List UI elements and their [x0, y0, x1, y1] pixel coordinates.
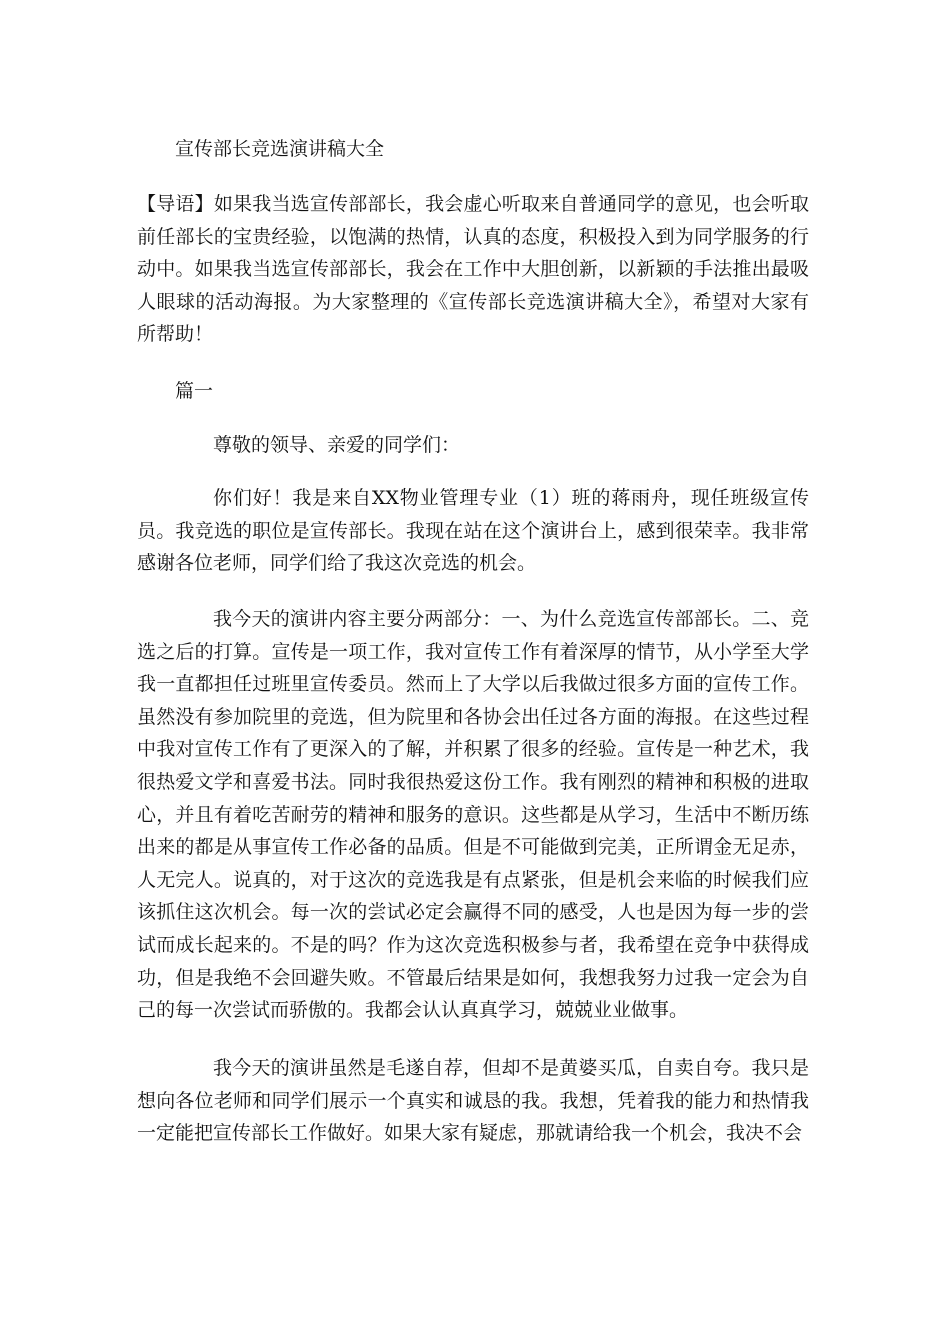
body-paragraph: 你们好！我是来自XX物业管理专业（1）班的蒋雨舟，现任班级宣传员。我竞选的职位是宣传部长。我现在站在这个演讲台上，感到很荣幸。我非常感谢各位老师，同学们给了我这次竞选的机会。 — [137, 487, 809, 575]
body-paragraph: 我今天的演讲内容主要分两部分：一、为什么竞选宣传部部长。二、竞选之后的打算。宣传是一项工作，我对宣传工作有着深厚的情节，从小学至大学我一直都担任过班里宣传委员。然而上了大学以后我做过很多方面的宣传工作。虽然没有参加院里的竞选，但为院里和各协会出任过各方面的海报。在这些过程中我对宣传工作有了更深入的了解，并积累了很多的经验。宣传是一种艺术，我很热爱文学和喜爱书法。同时我很热爱这份工作。我有刚烈的精神和积极的进取心，并且有着吃苦耐劳的精神和服务的意识。这些都是从学习，生活中不断历练出来的都是从事宣传工作必备的品质。但是不可能做到完美，正所谓金无足赤，人无完人。说真的，对于这次的竞选我是有点紧张，但是机会来临的时候我们应该抓住这次机会。每一次的尝试必定会赢得不同的感受，人也是因为每一步的尝试而成长起来的。不是的吗？作为这次竞选积极参与者，我希望在竞争中获得成功，但是我绝不会回避失败。不管最后结果是如何，我想我努力过我一定会为自己的每一次尝试而骄傲的。我都会认认真真学习，兢兢业业做事。 — [137, 608, 809, 1022]
document-title: 宣传部长竞选演讲稿大全 — [175, 138, 385, 160]
section-heading: 篇一 — [175, 380, 214, 402]
body-paragraph: 我今天的演讲虽然是毛遂自荐，但却不是黄婆买瓜，自卖自夸。我只是想向各位老师和同学们展示一个真实和诚恳的我。我想，凭着我的能力和热情我一定能把宣传部长工作做好。如果大家有疑虑，那就请给我一个机会，我决不会 — [137, 1057, 809, 1145]
salutation: 尊敬的领导、亲爱的同学们： — [213, 434, 461, 456]
intro-paragraph: 【导语】如果我当选宣传部部长，我会虚心听取来自普通同学的意见，也会听取前任部长的宝贵经验，以饱满的热情，认真的态度，积极投入到为同学服务的行动中。如果我当选宣传部部长，我会在工作中大胆创新，以新颖的手法推出最吸人眼球的活动海报。为大家整理的《宣传部长竞选演讲稿大全》，希望对大家有所帮助！ — [137, 193, 809, 346]
